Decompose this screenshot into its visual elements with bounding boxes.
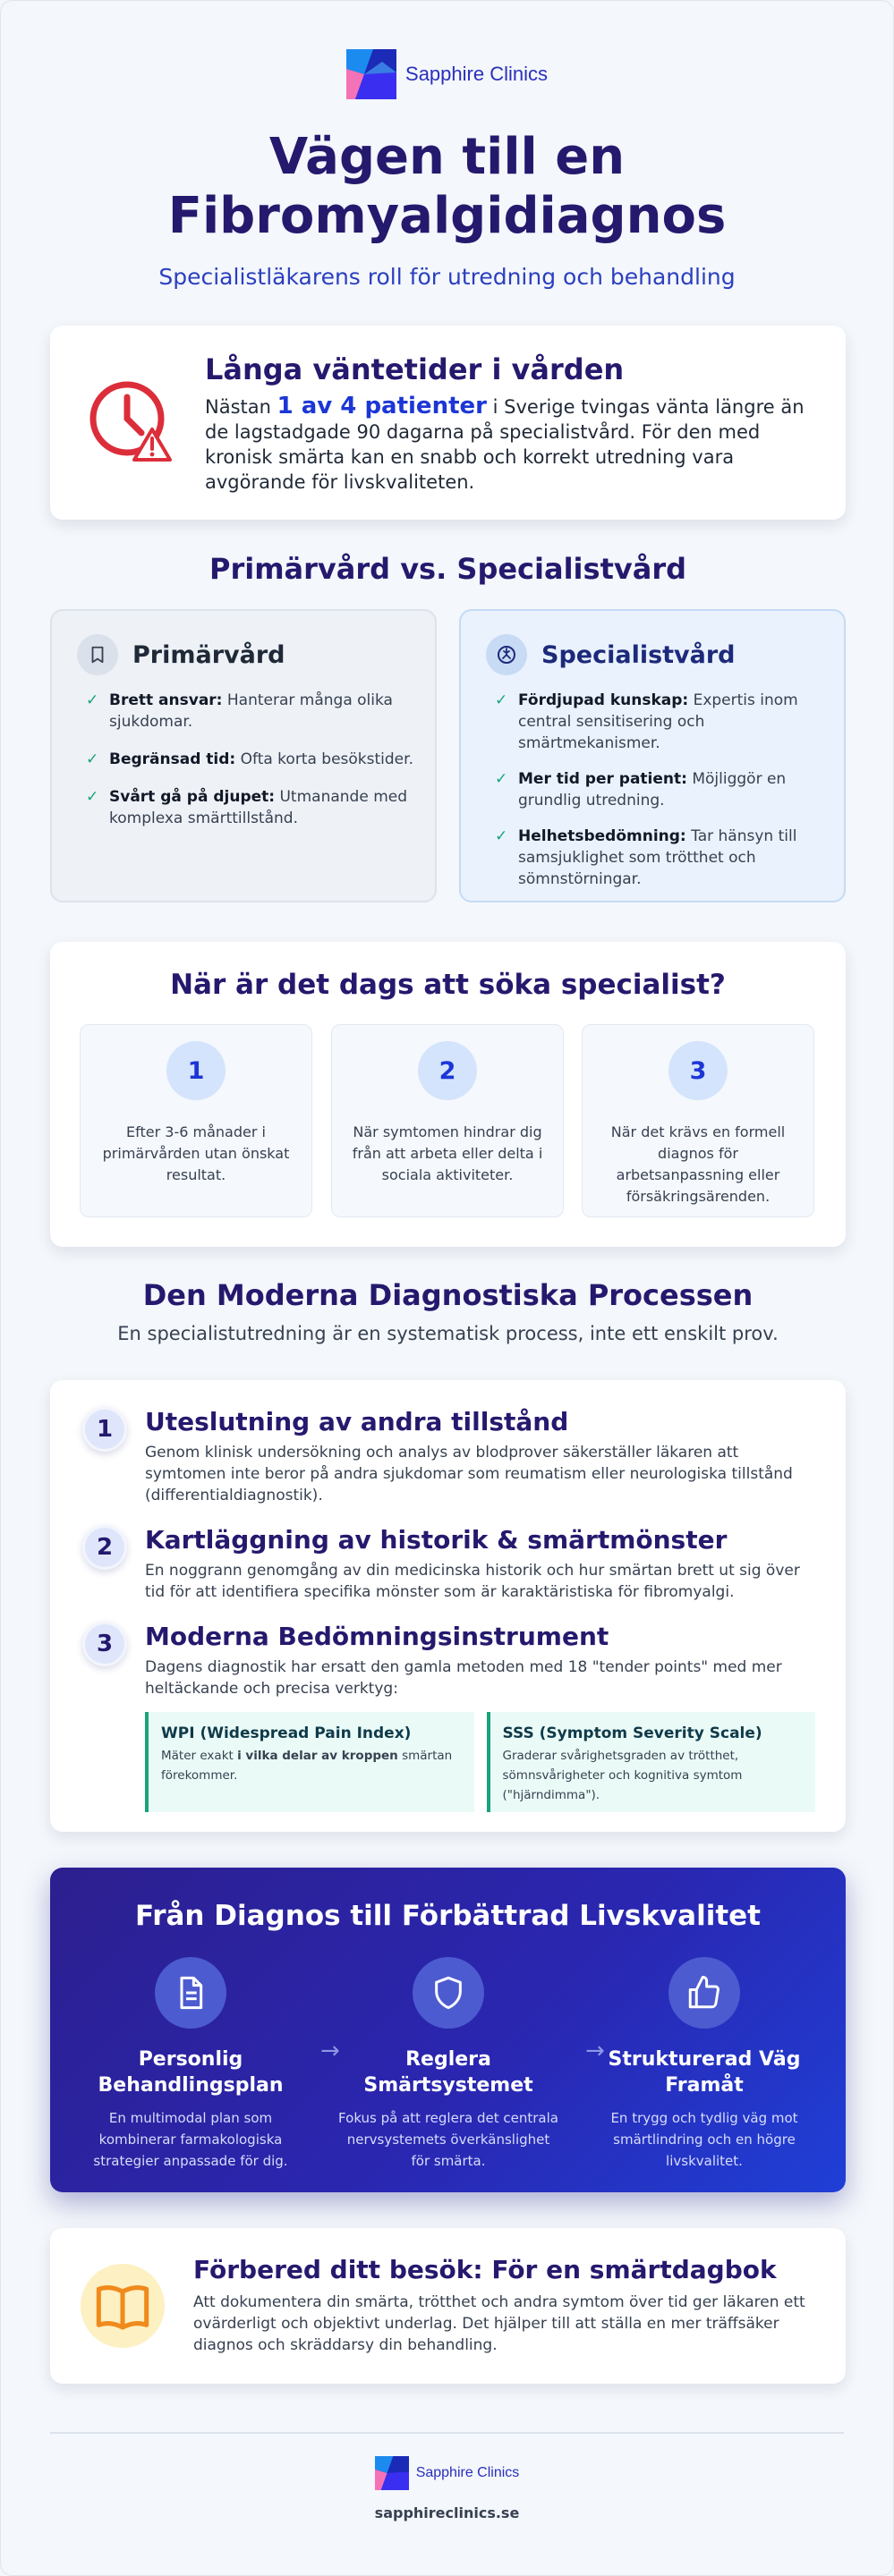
footer <box>1 2456 893 2521</box>
step-title: Kartläggning av historik & smärtmönster <box>145 1525 728 1555</box>
benefit-item <box>592 1957 816 2172</box>
prepare-body <box>193 2255 810 2356</box>
benefit-item <box>336 1957 560 2172</box>
list-item <box>495 690 822 754</box>
waiting-text <box>205 394 813 495</box>
step-body <box>145 1622 815 1812</box>
waiting-body <box>205 352 813 495</box>
item-text: Utmanande med komplexa smärttillstånd. <box>109 788 407 827</box>
benefit-name: Strukturerad Väg Framåt <box>608 2048 801 2097</box>
list-item <box>495 826 822 890</box>
assessment-tools <box>145 1712 815 1812</box>
process-step <box>82 1622 815 1812</box>
comparison-title: Primärvård vs. Specialistvård <box>209 552 686 586</box>
when-title: När är det dags att söka specialist? <box>170 969 726 1001</box>
waiting-title: Långa väntetider i vården <box>205 352 625 386</box>
step-text: Genom klinisk undersökning och analys av blodprover säkerställer läkaren att symtomen inte beror på andra sjukdomar som reumatism eller neurologiska tillstånd (differentialdiagnostik). <box>145 1444 793 1504</box>
tool-title: WPI (Widespread Pain Index) <box>161 1724 412 1742</box>
step-number: 1 <box>166 1041 226 1100</box>
tool-text-post: smärtan förekommer. <box>161 1749 453 1783</box>
footer-divider <box>50 2432 844 2434</box>
when-step <box>582 1024 814 1217</box>
item-text: Hanterar många olika sjukdomar. <box>109 691 393 731</box>
tool-wpi <box>145 1712 474 1812</box>
check-icon: ✓ <box>86 750 99 768</box>
check-icon: ✓ <box>86 691 99 709</box>
process-step <box>82 1525 815 1603</box>
process-card <box>50 1380 846 1832</box>
prepare-text: Att dokumentera din smärta, trötthet och andra symtom över tid ger läkaren ett ovärderligt och objektivt underlag. Det hjälper till att ställa en mer träffsäker diagnos och skräddarsy din behandling. <box>193 2293 805 2354</box>
list-item <box>86 749 413 770</box>
waiting-text-pre: Nästan <box>205 396 277 418</box>
step-number: 3 <box>668 1041 728 1100</box>
hero <box>1 1 893 290</box>
list-item <box>495 768 822 811</box>
arrow-right-icon: → <box>320 2038 340 2064</box>
step-title: Moderna Bedömningsinstrument <box>145 1622 609 1651</box>
footer-url-link[interactable]: sapphireclinics.se <box>374 2504 520 2521</box>
specialist-care-list <box>495 690 822 904</box>
item-bold: Fördjupad kunskap: <box>518 691 689 709</box>
list-item <box>86 690 413 733</box>
shield-icon <box>413 1957 484 2029</box>
thumbs-up-icon <box>668 1957 740 2029</box>
tool-text-pre: Mäter exakt <box>161 1749 238 1763</box>
list-item <box>86 786 413 829</box>
item-bold: Mer tid per patient: <box>518 770 687 788</box>
step-text: Efter 3-6 månader i primärvården utan önskat resultat. <box>102 1123 290 1183</box>
when-card <box>50 942 846 1247</box>
step-text: När det krävs en formell diagnos för arbetsanpassning eller försäkringsärenden. <box>610 1123 786 1205</box>
step-number: 2 <box>82 1525 127 1570</box>
check-icon: ✓ <box>495 827 508 845</box>
benefit-text: Fokus på att reglera det centrala nervsystemets överkänslighet för smärta. <box>338 2110 558 2169</box>
benefits-title: Från Diagnos till Förbättrad Livskvalitet <box>135 1900 761 1932</box>
item-bold: Begränsad tid: <box>109 750 236 768</box>
primary-care-title: Primärvård <box>132 640 285 669</box>
step-body <box>145 1407 815 1506</box>
item-text: Tar hänsyn till samsjuklighet som trötthet och sömnstörningar. <box>518 827 797 888</box>
benefit-item <box>79 1957 302 2172</box>
title-line-1: Vägen till en <box>268 128 626 186</box>
benefit-name: Personlig Behandlingsplan <box>98 2048 284 2097</box>
clock-warning-icon <box>86 377 175 467</box>
brand-logo[interactable] <box>346 49 548 99</box>
brand-name: Sapphire Clinics <box>405 63 548 85</box>
waiting-highlight: 1 av 4 patienter <box>277 393 487 419</box>
check-icon: ✓ <box>86 788 99 806</box>
primary-care-header <box>77 634 285 675</box>
specialist-care-title: Specialistvård <box>541 640 736 669</box>
when-step <box>80 1024 312 1217</box>
step-text: När symtomen hindrar dig från att arbeta eller delta i sociala aktiviteter. <box>352 1123 543 1183</box>
document-icon <box>155 1957 226 2029</box>
process-title: Den Moderna Diagnostiska Processen <box>142 1278 754 1312</box>
tool-title: SSS (Symptom Severity Scale) <box>502 1724 762 1742</box>
step-title: Uteslutning av andra tillstånd <box>145 1407 569 1436</box>
when-step <box>331 1024 564 1217</box>
step-number: 1 <box>82 1407 127 1452</box>
tool-text: Graderar svårighetsgraden av trötthet, sömnsvårigheter och kognitiva symtom ("hjärndimma"). <box>502 1749 743 1802</box>
sapphire-logo-icon <box>346 49 396 99</box>
page-title <box>1 128 893 246</box>
step-text: En noggrann genomgång av din medicinska historik och hur smärtan brett ut sig över tid för att identifiera specifika mönster som är karaktäristiska för fibromyalgi. <box>145 1562 800 1601</box>
primary-care-list <box>86 690 413 845</box>
waiting-times-card <box>50 326 846 520</box>
primary-care-card <box>50 609 437 902</box>
bookmark-icon <box>77 634 118 675</box>
tool-text <box>161 1746 462 1785</box>
footer-brand-name: Sapphire Clinics <box>415 2465 520 2480</box>
benefit-text: En trygg och tydlig väg mot smärtlindring och en högre livskvalitet. <box>610 2110 798 2169</box>
arrow-right-icon: → <box>585 2038 605 2064</box>
step-body <box>145 1525 815 1603</box>
process-step <box>82 1407 815 1506</box>
prepare-card <box>50 2228 846 2384</box>
item-bold: Brett ansvar: <box>109 691 223 709</box>
process-subtitle: En specialistutredning är en systematisk process, inte ett enskilt prov. <box>117 1323 779 1344</box>
check-icon: ✓ <box>495 691 508 709</box>
book-icon <box>81 2264 165 2348</box>
step-number: 3 <box>82 1622 127 1666</box>
title-line-2: Fibromyalgidiagnos <box>167 187 727 245</box>
tool-sss <box>487 1712 816 1812</box>
step-text: Dagens diagnostik har ersatt den gamla metoden med 18 "tender points" med mer heltäckande och precisa verktyg: <box>145 1658 782 1698</box>
brain-icon <box>486 634 527 675</box>
specialist-care-card <box>459 609 846 902</box>
item-bold: Helhetsbedömning: <box>518 827 686 845</box>
item-text: Ofta korta besökstider. <box>235 750 413 768</box>
step-number: 2 <box>418 1041 477 1100</box>
item-text: Expertis inom central sensitisering och smärtmekanismer. <box>518 691 798 752</box>
specialist-care-header <box>486 634 736 675</box>
item-text: Möjliggör en grundlig utredning. <box>518 770 787 809</box>
footer-logo[interactable] <box>375 2456 520 2490</box>
tool-text-bold: i vilka delar av kroppen <box>237 1749 398 1763</box>
prepare-title: Förbered ditt besök: För en smärtdagbok <box>193 2255 777 2284</box>
sapphire-logo-icon <box>375 2456 409 2490</box>
check-icon: ✓ <box>495 770 508 788</box>
item-bold: Svårt gå på djupet: <box>109 788 276 806</box>
benefit-name: Reglera Smärtsystemet <box>363 2048 533 2097</box>
waiting-text-post: i Sverige tvingas vänta längre än de lagstadgade 90 dagarna på specialistvård. För den med kronisk smärta kan en snabb och korrekt utredning vara avgörande för livskvaliteten. <box>205 396 805 493</box>
page-subtitle: Specialistläkarens roll för utredning och behandling <box>158 264 736 290</box>
benefits-panel <box>50 1868 846 2192</box>
benefit-text: En multimodal plan som kombinerar farmakologiska strategier anpassade för dig. <box>93 2110 288 2169</box>
